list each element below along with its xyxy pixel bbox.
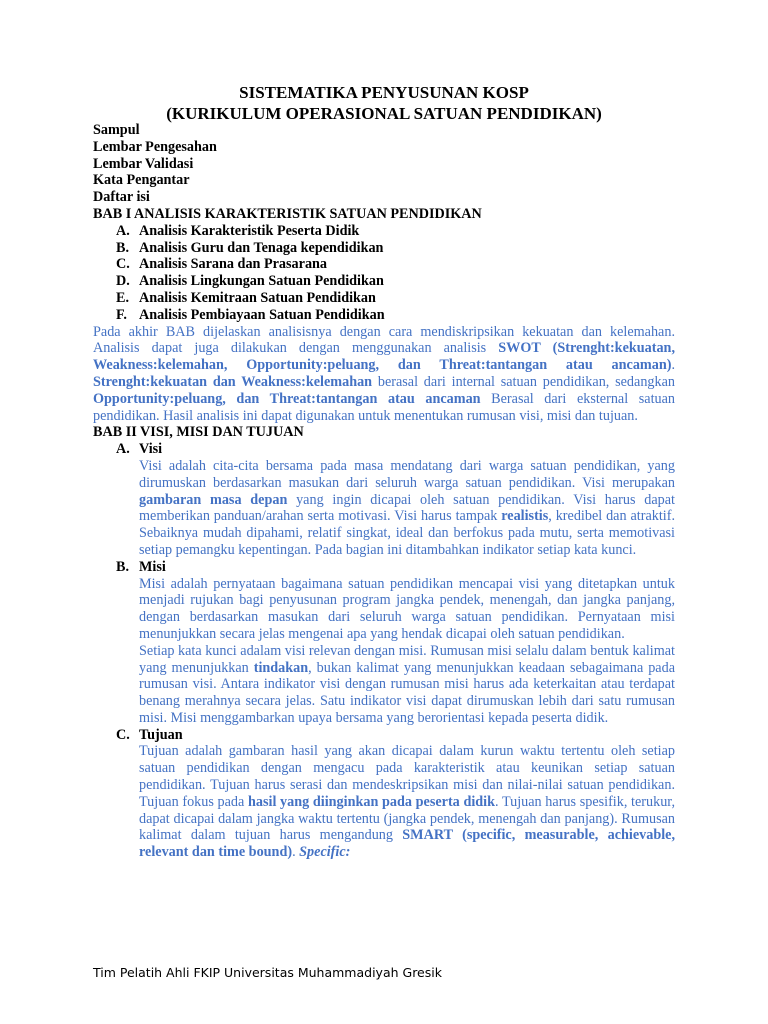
front-item-kata-pengantar: Kata Pengantar <box>93 172 190 189</box>
bab1-analysis-paragraph: Pada akhir BAB dijelaskan analisisnya dengan cara mendiskripsikan kekuatan dan kelemahan. Analisis dapat juga dilakukan dengan menggunakan analisis SWOT (Strenght:kekuatan, Weakness:kelemahan, Opportunity:peluang, dan Threat:tantangan atau ancaman). Strenght:kekuatan dan Weakness:kelemahan berasal dari internal satuan pendidikan, sedangkan Opportunity:peluang, dan Threat:tantangan atau ancaman Berasal dari eksternal satuan pendidikan. Hasil analisis ini dapat digunakan untuk menentukan rumusan visi, misi dan tujuan. <box>93 323 675 424</box>
front-item-sampul: Sampul <box>93 122 140 138</box>
bab2-heading: BAB II VISI, MISI DAN TUJUAN <box>93 424 304 441</box>
front-item-daftar-isi: Daftar isi <box>93 189 150 206</box>
document-title-line1: SISTEMATIKA PENYUSUNAN KOSP <box>239 83 529 102</box>
tujuan-paragraph: Tujuan adalah gambaran hasil yang akan dicapai dalam kurun waktu tertentu oleh setiap satuan pendidikan dengan mengacu pada karakteristik atau keunikan setiap satuan pendidikan. Tujuan harus serasi dan mendeskripsikan misi dan nilai-nilai satuan pendidikan. Tujuan fokus pada hasil yang diinginkan pada peserta didik. Tujuan harus spesifik, terukur, dapat dicapai dalam jangka waktu tertentu (jangka pendek, menengah dan panjang). Rumusan kalimat dalam tujuan harus mengandung SMART (specific, measurable, achievable, relevant dan time bound). Specific: <box>139 743 675 861</box>
document-title-line2: (KURIKULUM OPERASIONAL SATUAN PENDIDIKAN) <box>166 104 602 123</box>
visi-heading: A. Visi <box>116 441 163 458</box>
tujuan-heading: C. Tujuan <box>116 726 183 743</box>
visi-paragraph: Visi adalah cita-cita bersama pada masa mendatang dari warga satuan pendidikan, yang dirumuskan berdasarkan masukan dari seluruh warga satuan pendidikan. Visi merupakan gambaran masa depan yang ingin dicapai oleh satuan pendidikan. Visi harus dapat memberikan panduan/arahan serta motivasi. Visi harus tampak realistis, kredibel dan atraktif. Sebaiknya mudah dipahami, relatif singkat, ideal dan berfokus pada mutu, serta memotivasi setiap pemangku kepentingan. Pada bagian ini ditambahkan indikator setiap kata kunci. <box>139 457 675 558</box>
bab1-item: A. Analisis Karakteristik Peserta Didik <box>116 222 360 239</box>
front-item-lembar-pengesahan: Lembar Pengesahan <box>93 138 217 155</box>
bab1-heading: BAB I ANALISIS KARAKTERISTIK SATUAN PENDIDIKAN <box>93 205 482 222</box>
document-body <box>93 122 675 861</box>
bab1-item: F. Analisis Pembiayaan Satuan Pendidikan <box>116 306 385 323</box>
misi-paragraph-1: Misi adalah pernyataan bagaimana satuan pendidikan mencapai visi yang ditetapkan untuk menjadi rujukan bagi penyusunan program jangka pendek, menengah, dan jangka panjang, dengan berdasarkan masukan dari seluruh warga satuan pendidikan. Pernyataan misi menunjukkan secara jelas mengenai apa yang hendak dicapai oleh satuan pendidikan. <box>139 575 675 642</box>
page-footer: Tim Pelatih Ahli FKIP Universitas Muhammadiyah Gresik <box>93 965 442 980</box>
bab1-item: E. Analisis Kemitraan Satuan Pendidikan <box>116 289 376 306</box>
front-item-lembar-validasi: Lembar Validasi <box>93 155 194 172</box>
misi-heading: B. Misi <box>116 558 166 575</box>
misi-paragraph-2: Setiap kata kunci adalam visi relevan dengan misi. Rumusan misi selalu dalam bentuk kalimat yang menunjukkan tindakan, bukan kalimat yang menunjukkan keadaan sebagaimana pada rumusan visi. Antara indikator visi dengan rumusan misi harus ada keterkaitan atau terdapat benang merahnya secara jelas. Satu indikator visi dapat dirumuskan lebih dari satu rumusan misi. Misi menggambarkan upaya bersama yang berorientasi kepada peserta didik. <box>139 642 675 726</box>
bab1-item: C. Analisis Sarana dan Prasarana <box>116 256 328 273</box>
bab1-item: B. Analisis Guru dan Tenaga kependidikan <box>116 239 384 256</box>
bab1-item: D. Analisis Lingkungan Satuan Pendidikan <box>116 273 384 290</box>
